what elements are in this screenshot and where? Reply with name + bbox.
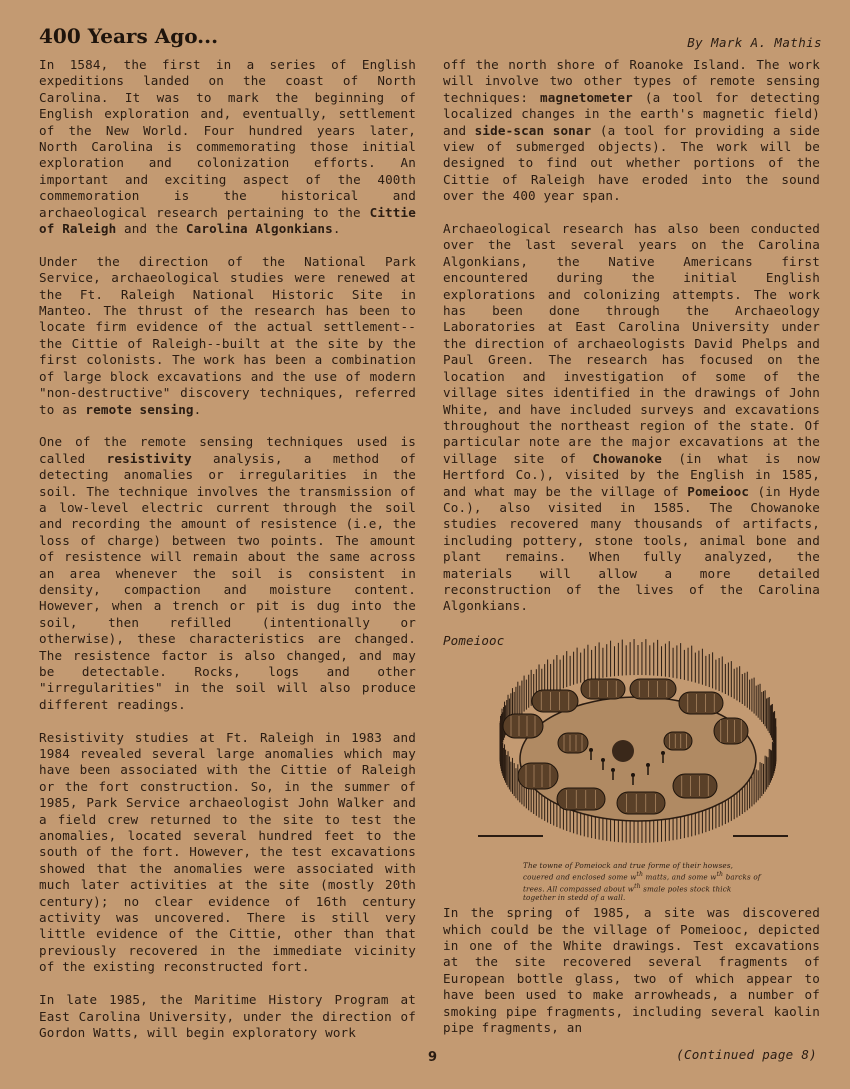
paragraph: In late 1985, the Maritime History Program at East Carolina University, under the direction of Gordon Watts, will begin exploratory work: [39, 992, 416, 1040]
author-byline: By Mark A. Mathis: [687, 35, 822, 50]
page-number: 9: [428, 1050, 438, 1065]
pomeiooc-figure: [443, 631, 820, 902]
paragraph: Archaeological research has also been conducted over the last several years on the Carolina Algonkians, the Native Americans first encountered during the initial English explorations and colonizing attempts. The work has been done through the Archaeology Laboratories at East Carolina University under the direction of archaeologists David Phelps and Paul Green. The research has focused on the location and investigation of some of the village sites identified in the drawings of John White, and have included surveys and excavations throughout the northeast region of the state. Of particular note are the major excavations at the village site of Chowanoke (in what is now Hertford Co.), visited by the English in 1585, and what may be the village of Pomeiooc (in Hyde Co.), also visited in 1585. The Chowanoke studies recovered many thousands of artifacts, including pottery, stone tools, animal bone and plant remains. When fully analyzed, the materials will allow a more detailed reconstruction of the lives of the Carolina Algonkians.: [443, 221, 820, 614]
central-fire-icon: [612, 740, 634, 762]
continued-note: (Continued page 8): [676, 1047, 817, 1062]
figure-label: Pomeiooc: [443, 633, 505, 649]
article-title: 400 Years Ago...: [39, 24, 219, 48]
left-column: [39, 57, 416, 1058]
paragraph: Under the direction of the National Park Service, archaeological studies were renewed at the Ft. Raleigh National Historic Site in Manteo. The thrust of the research has been to locate firm evidence of the actual settlement--the Cittie of Raleigh--built at the site by the first colonists. The work has been a combination of large block excavations and the use of modern "non-destructive" discovery techniques, referred to as remote sensing.: [39, 253, 416, 417]
village-engraving: [463, 631, 803, 861]
paragraph: off the north shore of Roanoke Island. The work will involve two other types of remote sensing techniques: magnetometer (a tool for detecting localized changes in the earth's magnetic field) and side-scan sonar (a tool for providing a side view of submerged objects). The work will be designed to find out whether portions of the Cittie of Raleigh have eroded into the sound over the 400 year span.: [443, 57, 821, 204]
paragraph: In the spring of 1985, a site was discovered which could be the village of Pomeiooc, depicted in one of the White drawings. Test excavations at the site recovered several fragments of European bottle glass, two of which appear to have been used to make arrowheads, a number of smoking pipe fragments, including several kaolin pipe fragments, an: [443, 905, 820, 1036]
figure-caption: The towne of Pomeiock and true forme of their howses, couered and enclosed some $w^{th}$ matts, and some $w^{th}$ barcks of trees. All compassed about $w^{th}$ smale poles stock thick together in stedd of a wall.: [523, 861, 761, 902]
right-column: [443, 57, 820, 1053]
paragraph: Resistivity studies at Ft. Raleigh in 1983 and 1984 revealed several large anomalies which may have been associated with the Cittie of Raleigh or the fort construction. So, in the summer of 1985, Park Service archaeologist John Walker and a field crew returned to the site to test the anomalies, located several hundred feet to the south of the fort. However, the test excavations showed that the anomalies were associated with much later activities at the site (mostly 20th century); no clear evidence of 16th century activity was uncovered. There is still very little evidence of the Cittie, other than that previously recovered in the immediate vicinity of the existing reconstructed fort.: [39, 729, 416, 975]
paragraph: One of the remote sensing techniques used is called resistivity analysis, a method of detecting anomalies or irregularities in the soil. The technique involves the transmission of a low-level electric current through the soil and recording the amount of resistence (i.e, the loss of charge) between two points. The amount of resistence will remain about the same across an area whenever the soil is consistent in density, compaction and moisture content. However, when a trench or pit is dug into the soil, then refilled (intentionally or otherwise), these characteristics are changed. The resistence factor is also changed, and may be detectable. Rocks, logs and other "irregularities" in the soil will also produce different readings.: [39, 434, 417, 712]
paragraph: In 1584, the first in a series of English expeditions landed on the coast of North Carolina. It was to mark the beginning of English exploration and, eventually, settlement of the New World. Four hundred years later, North Carolina is commemorating those initial exploration and colonization efforts. An important and exciting aspect of the 400th commemoration is the historical and archaeological research pertaining to the Cittie of Raleigh and the Carolina Algonkians.: [39, 57, 416, 237]
